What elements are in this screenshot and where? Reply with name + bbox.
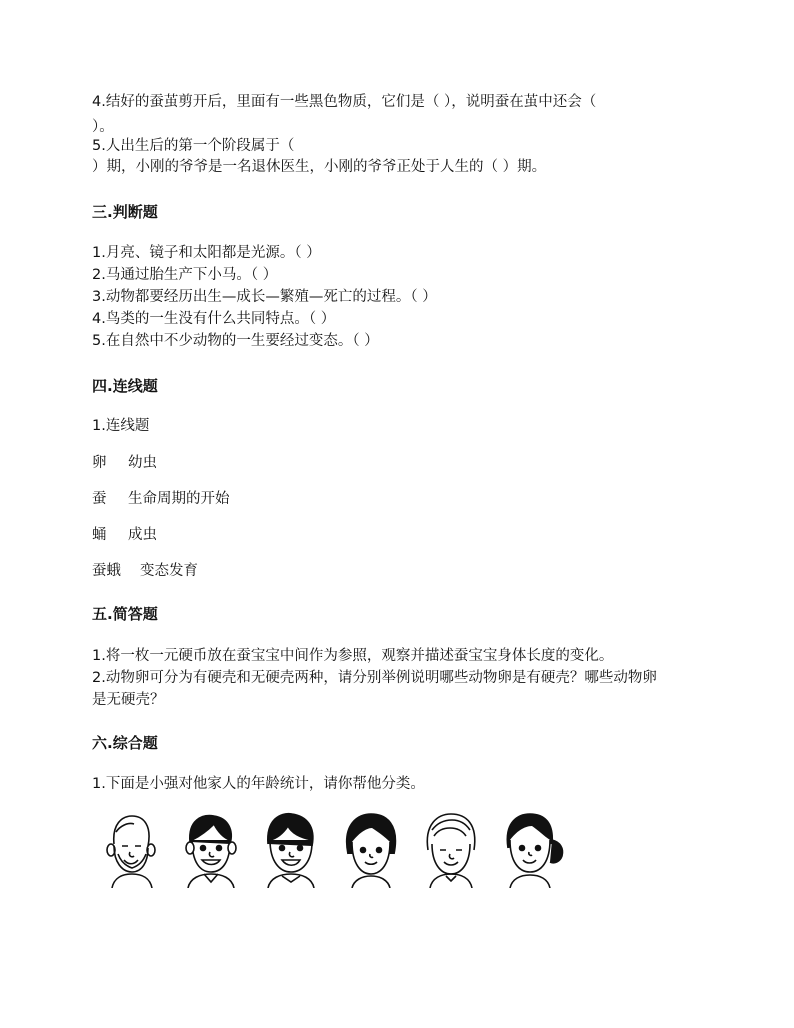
question-5-line-1: 5.人出生后的第一个阶段属于（ <box>92 138 295 154</box>
short-answer-q2-line-1: 2.动物卵可分为有硬壳和无硬壳两种，请分别举例说明哪些动物卵是有硬壳？哪些动物卵 <box>92 670 657 686</box>
short-answer-q1: 1.将一枚一元硬币放在蚕宝宝中间作为参照，观察并描述蚕宝宝身体长度的变化。 <box>92 648 614 664</box>
matching-row <box>92 489 230 509</box>
judge-item-5: 5.在自然中不少动物的一生要经过变态。（ ） <box>92 333 379 349</box>
matching-left: 卵 <box>92 455 107 471</box>
matching-row <box>92 561 198 581</box>
matching-right: 幼虫 <box>128 455 157 471</box>
section-short-answer-title: 五.简答题 <box>92 605 158 623</box>
matching-right: 生命周期的开始 <box>128 491 230 507</box>
judge-item-1: 1.月亮、镜子和太阳都是光源。（ ） <box>92 245 321 261</box>
old-man-icon <box>100 810 162 888</box>
boy-icon <box>260 810 322 888</box>
matching-right: 变态发育 <box>140 563 198 579</box>
matching-row <box>92 453 157 473</box>
young-man-icon <box>180 810 242 888</box>
comprehensive-q1: 1.下面是小强对他家人的年龄统计，请你帮他分类。 <box>92 776 425 792</box>
young-woman-icon <box>500 810 566 888</box>
judge-item-2: 2.马通过胎生产下小马。（ ） <box>92 267 278 283</box>
matching-item-label: 1.连线题 <box>92 418 150 434</box>
question-5-line-2: ）期，小刚的爷爷是一名退休医生，小刚的爷爷正处于人生的（ ）期。 <box>92 159 547 175</box>
old-woman-icon <box>420 810 482 888</box>
question-4-line-1: 4.结好的蚕茧剪开后，里面有一些黑色物质，它们是（ ），说明蚕在茧中还会（ <box>92 94 597 110</box>
section-matching-title: 四.连线题 <box>92 377 158 395</box>
matching-row <box>92 525 157 545</box>
girl-icon <box>340 810 402 888</box>
section-judge-title: 三.判断题 <box>92 203 158 221</box>
short-answer-q2-line-2: 是无硬壳？ <box>92 692 165 708</box>
judge-item-3: 3.动物都要经历出生—成长—繁殖—死亡的过程。（ ） <box>92 289 437 305</box>
question-4-line-2: ）。 <box>92 119 114 135</box>
section-comprehensive-title: 六.综合题 <box>92 734 158 752</box>
matching-left: 蛹 <box>92 527 107 543</box>
family-figures <box>100 810 560 895</box>
matching-right: 成虫 <box>128 527 157 543</box>
matching-left: 蚕 <box>92 491 107 507</box>
matching-left: 蚕蛾 <box>92 563 121 579</box>
judge-item-4: 4.鸟类的一生没有什么共同特点。（ ） <box>92 311 336 327</box>
